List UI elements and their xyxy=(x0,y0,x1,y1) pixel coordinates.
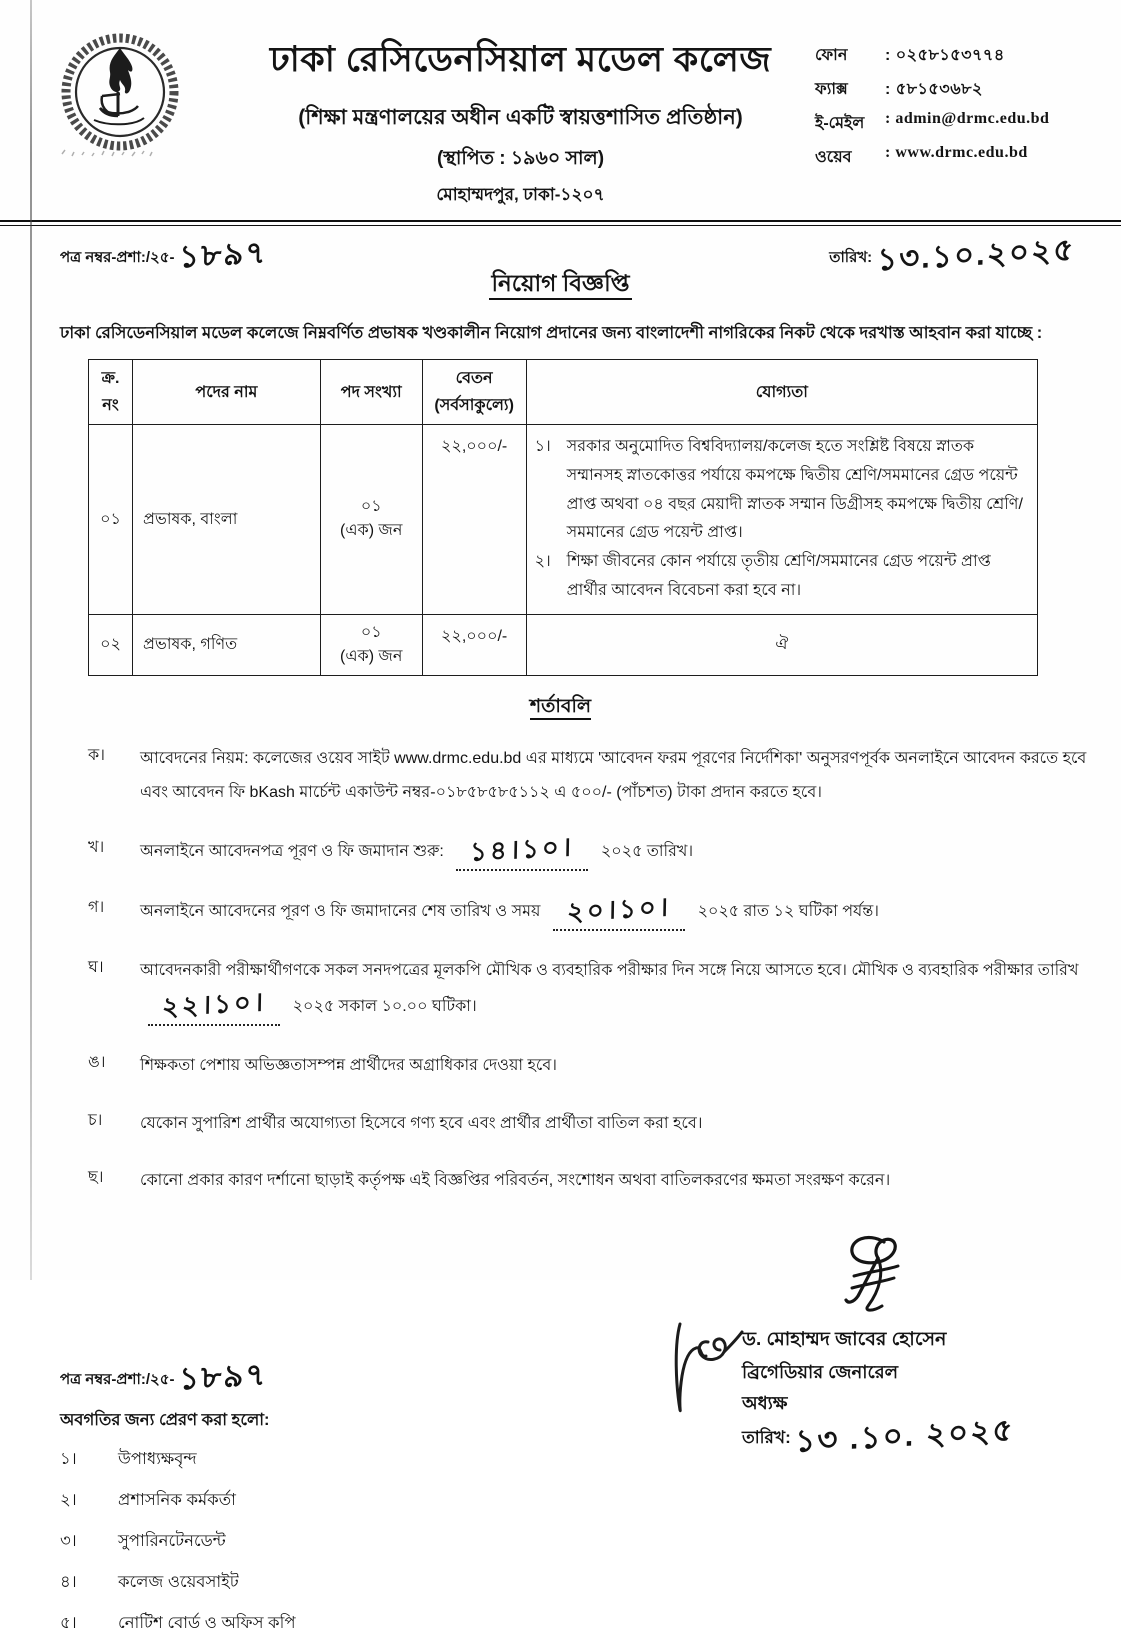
condition-text-after: ২০২৫ তারিখ। xyxy=(600,842,694,860)
contact-web xyxy=(815,144,1093,171)
qual-item-text: সরকার অনুমোদিত বিশ্ববিদ্যালয়/কলেজ হতে সংশ্লিষ্ট বিষয়ে স্নাতক সম্মানসহ স্নাতকোত্তর পর্যায়ে কমপক্ষে দ্বিতীয় শ্রেণি/সমমানের গ্রেড পয়েন্ট প্রাপ্ত অথবা ০৪ বছর মেয়াদী স্নাতক সম্মান ডিগ্রীসহ কমপক্ষে দ্বিতীয় শ্রেণি/সমমানের গ্রেড পয়েন্ট প্রাপ্ত। xyxy=(566,438,1023,542)
table-header-row xyxy=(89,360,1038,425)
college-address: মোহাম্মদপুর, ঢাকা-১২০৭ xyxy=(436,185,605,204)
terms-heading: শর্তাবলি xyxy=(530,696,591,720)
row1-serial: ০১ xyxy=(89,425,133,615)
list-item xyxy=(60,1528,296,1555)
condition-label: চ। xyxy=(88,1111,103,1129)
header-post: পদের নাম xyxy=(132,360,320,425)
condition-text-before: অনলাইনে আবেদনের পূরণ ও ফি জমাদানের শেষ তারিখ ও সময় xyxy=(140,902,541,920)
condition-label: খ। xyxy=(88,838,105,856)
conditions-list xyxy=(0,724,1121,1199)
college-emblem-icon xyxy=(58,30,186,162)
initial-mark-icon xyxy=(670,1306,748,1416)
notice-intro: ঢাকা রেসিডেনসিয়াল মডেল কলেজে নিম্নবর্ণিত প্রভাষক খণ্ডকালীন নিয়োগ প্রদানের জন্য বাংলাদেশী নাগরিকের নিকট থেকে দরখাস্ত আহবান করা যাচ্ছে : xyxy=(60,324,1043,342)
terms-heading-wrap xyxy=(0,692,1121,724)
row2-count-line2: (এক) জন xyxy=(340,647,403,665)
condition-item xyxy=(88,1049,1087,1083)
date-handwritten: ১৩.১০.২০২৫ xyxy=(876,231,1076,278)
table-row xyxy=(89,614,1038,675)
scan-edge-line xyxy=(30,0,32,1280)
footer-memo-line xyxy=(60,1356,296,1397)
letterhead xyxy=(0,0,1121,216)
list-item-number: ৩। xyxy=(60,1532,77,1551)
notice-title: নিয়োগ বিজ্ঞপ্তি xyxy=(489,270,631,300)
memo-number-handwritten: ১৮৯৭ xyxy=(178,234,268,275)
handwritten-date-slot xyxy=(456,830,588,871)
phone-label: ফোন xyxy=(815,47,848,64)
row1-count-line1: ০১ xyxy=(360,498,382,516)
condition-text xyxy=(140,830,1087,871)
condition-text xyxy=(140,891,1087,931)
row2-serial: ০২ xyxy=(89,614,133,675)
qual-item-number: ১। xyxy=(534,438,551,455)
qual-item-number: ২। xyxy=(534,553,551,571)
footer-memo-label: পত্র নম্বর-প্রশা:/২৫- xyxy=(60,1371,175,1389)
fax-label: ফ্যাক্স xyxy=(815,81,848,98)
header-salary xyxy=(422,360,526,425)
condition-text-before: অনলাইনে আবেদনপত্র পূরণ ও ফি জমাদান শুরু: xyxy=(140,842,444,860)
header-count: পদ সংখ্যা xyxy=(320,360,422,425)
row2-qualification-ditto: ঐ xyxy=(526,614,1037,675)
principal-designation: অধ্যক্ষ xyxy=(742,1393,788,1414)
handwritten-date-slot xyxy=(553,891,685,931)
header-qualification: যোগ্যতা xyxy=(526,360,1037,425)
list-item xyxy=(60,1569,296,1596)
list-item-number: ৫। xyxy=(60,1614,77,1633)
contact-fax xyxy=(815,76,1093,103)
condition-item xyxy=(88,1107,1087,1141)
memo-number-line xyxy=(60,234,268,275)
list-item-number: ২। xyxy=(60,1491,77,1510)
principal-name: ড. মোহাম্মদ জাবের হোসেন xyxy=(742,1329,947,1351)
row1-count xyxy=(320,425,422,615)
row2-count-line1: ০১ xyxy=(360,623,382,641)
contact-email xyxy=(815,110,1093,137)
row2-count xyxy=(320,614,422,675)
header-serial-line2: নং xyxy=(102,397,119,414)
condition-text: শিক্ষকতা পেশায় অভিজ্ঞতাসম্পন্ন প্রার্থীদের অগ্রাধিকার দেওয়া হবে। xyxy=(140,1057,557,1075)
header-serial-line1: ক্র. xyxy=(101,370,120,387)
condition-text xyxy=(140,954,1087,1026)
list-item xyxy=(60,1487,296,1514)
vacancy-table xyxy=(88,359,1038,676)
footer-left xyxy=(60,1356,296,1651)
phone-value: : ০২৫৮১৫৩৭৭৪ xyxy=(885,47,1005,64)
distribution-heading: অবগতির জন্য প্রেরণ করা হলো: xyxy=(60,1411,270,1430)
handwritten-date-slot xyxy=(148,985,280,1026)
list-item xyxy=(60,1610,296,1637)
row1-salary: ২২,০০০/- xyxy=(422,425,526,615)
qualification-item xyxy=(535,548,1027,606)
condition-text-after: ২০২৫ রাত ১২ ঘটিকা পর্যন্ত। xyxy=(697,902,880,920)
condition-item xyxy=(88,891,1087,931)
header-serial xyxy=(89,360,133,425)
footer-memo-number-handwritten: ১৮৯৭ xyxy=(178,1356,268,1397)
list-item-number: ১। xyxy=(60,1450,77,1469)
signature-date-line xyxy=(742,1411,1072,1459)
row1-post: প্রভাষক, বাংলা xyxy=(132,425,320,615)
web-value: : www.drmc.edu.bd xyxy=(885,144,1028,161)
condition-label: ছ। xyxy=(88,1168,104,1186)
email-value: : admin@drmc.edu.bd xyxy=(885,110,1050,127)
row2-salary: ২২,০০০/- xyxy=(422,614,526,675)
bottom-section xyxy=(0,1232,1121,1632)
condition-item xyxy=(88,742,1087,811)
list-item-text: উপাধ্যক্ষবৃন্দ xyxy=(118,1450,197,1469)
row1-qualification xyxy=(526,425,1037,615)
condition-text: যেকোন সুপারিশ প্রার্থীর অযোগ্যতা হিসেবে গণ্য হবে এবং প্রার্থীর প্রার্থীতা বাতিল করা হবে। xyxy=(140,1114,703,1132)
principal-rank: ব্রিগেডিয়ার জেনারেল xyxy=(742,1362,899,1383)
condition-label: ক। xyxy=(88,746,105,764)
condition-label: ঙ। xyxy=(88,1054,106,1072)
condition-text: কোনো প্রকার কারণ দর্শানো ছাড়াই কর্তৃপক্ষ এই বিজ্ঞপ্তির পরিবর্তন, সংশোধন অথবা বাতিলকরণের ক্ষমতা সংরক্ষণ করেন। xyxy=(140,1171,891,1189)
list-item-number: ৪। xyxy=(60,1573,77,1592)
header-salary-line2: (সর্বসাকুল্যে) xyxy=(434,397,514,414)
row1-count-line2: (এক) জন xyxy=(340,522,403,540)
table-row xyxy=(89,425,1038,615)
list-item-text: সুপারিনটেনডেন্ট xyxy=(118,1532,226,1551)
condition-text-after: ২০২৫ সকাল ১০.০০ ঘটিকা। xyxy=(292,997,477,1015)
contact-phone xyxy=(815,42,1093,69)
signature-date-label: তারিখ: xyxy=(742,1427,791,1447)
signature-icon xyxy=(838,1232,914,1316)
college-name: ঢাকা রেসিডেনসিয়াল মডেল কলেজ xyxy=(269,40,772,79)
letterhead-center xyxy=(226,26,815,210)
header-salary-line1: বেতন xyxy=(455,370,493,387)
condition-item xyxy=(88,954,1087,1026)
college-established: (স্থাপিত : ১৯৬০ সাল) xyxy=(436,148,605,169)
list-item-text: কলেজ ওয়েবসাইট xyxy=(118,1573,239,1592)
condition-text-before: আবেদনকারী পরীক্ষার্থীগণকে সকল সনদপত্রের মূলকপি মৌখিক ও ব্যবহারিক পরীক্ষার দিন সঙ্গে নিয়ে আসতে হবে। মৌখিক ও ব্যবহারিক পরীক্ষার তারিখ xyxy=(140,962,1079,980)
condition-label: গ। xyxy=(88,898,105,916)
fax-value: : ৫৮১৫৩৬৮২ xyxy=(885,81,983,98)
date-label: তারিখ: xyxy=(829,249,873,266)
qual-item-text: শিক্ষা জীবনের কোন পর্যায়ে তৃতীয় শ্রেণি/সমমানের গ্রেড পয়েন্ট প্রাপ্ত প্রার্থীর আবেদন বিবেচনা করা হবে না। xyxy=(566,553,991,599)
end-date-handwritten: ২০।১০। xyxy=(566,891,672,927)
date-line xyxy=(829,231,1076,278)
distribution-list xyxy=(60,1446,296,1637)
condition-item xyxy=(88,1164,1087,1198)
signature-date-handwritten: ১৩ .১০. ২০২৫ xyxy=(795,1411,1016,1459)
condition-item xyxy=(88,830,1087,871)
list-item xyxy=(60,1446,296,1473)
memo-label: পত্র নম্বর-প্রশা:/২৫- xyxy=(60,249,175,266)
signature-block xyxy=(742,1232,1072,1459)
start-date-handwritten: ১৪।১০। xyxy=(470,830,575,867)
college-logo xyxy=(58,26,226,167)
condition-text: আবেদনের নিয়ম: কলেজের ওয়েব সাইট www.drmc.edu.bd এর মাধ্যমে 'আবেদন ফরম পূরণের নির্দেশিকা' অনুসরণপূর্বক অনলাইনে আবেদন করতে হবে এবং আবেদন ফি bKash মার্চেন্ট একাউন্ট নম্বর-০১৮৫৮৫৮৫১১২ এ ৫০০/- (পাঁচশত) টাকা প্রদান করতে হবে। xyxy=(140,749,1087,802)
condition-label: ঘ। xyxy=(88,959,104,977)
list-item-text: নোটিশ বোর্ড ও অফিস কপি xyxy=(118,1614,296,1633)
email-label: ই-মেইল xyxy=(815,115,865,132)
exam-date-handwritten: ২২।১০। xyxy=(161,985,267,1022)
qualification-item xyxy=(535,433,1027,548)
college-subtitle: (শিক্ষা মন্ত্রণালয়ের অধীন একটি স্বায়ত্তশাসিত প্রতিষ্ঠান) xyxy=(298,106,743,129)
list-item-text: প্রশাসনিক কর্মকর্তা xyxy=(118,1491,236,1510)
row2-post: প্রভাষক, গণিত xyxy=(132,614,320,675)
web-label: ওয়েব xyxy=(815,149,852,166)
contact-block xyxy=(815,26,1093,178)
